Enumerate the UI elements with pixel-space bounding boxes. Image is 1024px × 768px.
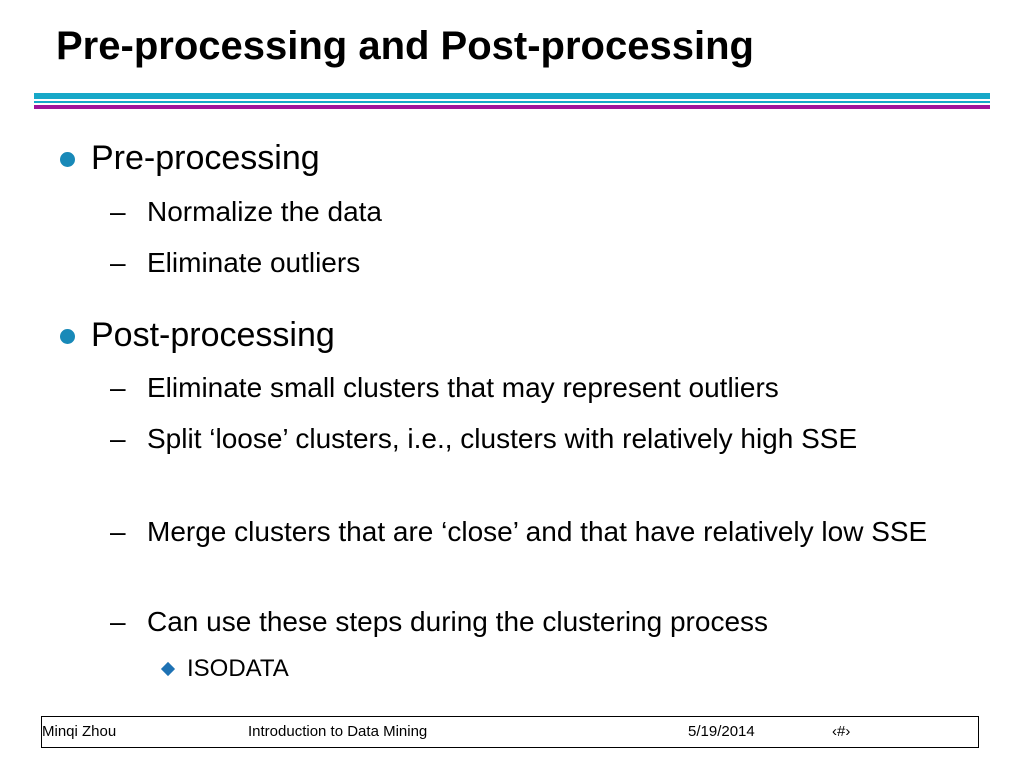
- list-item: [110, 191, 980, 233]
- slide-title: Pre-processing and Post-processing: [56, 24, 754, 68]
- list-item: [110, 367, 980, 409]
- title-rule-cyan: [34, 93, 990, 99]
- section-heading: Post-processing: [91, 316, 335, 354]
- bullet-dot-icon: [60, 152, 75, 167]
- list-item-text: Normalize the data: [147, 196, 383, 227]
- slide-footer: [41, 716, 979, 748]
- list-item: [110, 242, 980, 284]
- footer-page-number: ‹#›: [832, 723, 851, 740]
- list-item-text: Merge clusters that are ‘close’ and that have relatively low SSE: [147, 516, 928, 547]
- bullet-dot-icon: [60, 329, 75, 344]
- title-rule-purple: [34, 105, 990, 109]
- diamond-bullet-icon: [161, 662, 175, 676]
- list-item: [110, 511, 980, 553]
- dash-icon: –: [110, 247, 126, 278]
- list-item-text: Can use these steps during the clustering process: [147, 606, 769, 637]
- list-item: [110, 418, 980, 460]
- footer-author: Minqi Zhou: [42, 723, 117, 740]
- dash-icon: –: [110, 423, 126, 454]
- list-item-text: Eliminate small clusters that may represent outliers: [147, 372, 779, 403]
- list-item-text: Eliminate outliers: [147, 247, 361, 278]
- dash-icon: –: [110, 196, 126, 227]
- dash-icon: –: [110, 606, 126, 637]
- section-heading: Pre-processing: [91, 139, 320, 177]
- dash-icon: –: [110, 516, 126, 547]
- list-item-text: Split ‘loose’ clusters, i.e., clusters with relatively high SSE: [147, 423, 858, 454]
- title-rule-cyan-thin: [34, 101, 990, 103]
- footer-course: Introduction to Data Mining: [248, 723, 428, 740]
- list-item: [110, 601, 980, 643]
- footer-date: 5/19/2014: [688, 723, 755, 740]
- sub-list-item-text: ISODATA: [187, 655, 289, 682]
- dash-icon: –: [110, 372, 126, 403]
